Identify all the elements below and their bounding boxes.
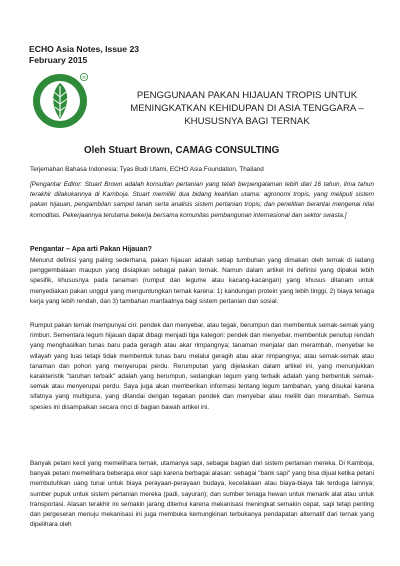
translation-credit: Terjemahan Bahasa Indonesia: Tyas Budi Utami, ECHO Asia Foundation, Thailand (30, 166, 264, 173)
article-title (112, 89, 382, 128)
title-line-3: KHUSUSNYA BAGI TERNAK (184, 116, 310, 127)
issue-number: ECHO Asia Notes, Issue 23 (29, 44, 140, 54)
body-paragraph: Banyak petani kecil yang memelihara ternak, utamanya sapi, sebagai bagian dari sistem pertanian mereka. Di Kamboja, banyak petani memelihara beberapa ekor sapi karena berbagai alasan: sebagai "bank sapi" yang bisa dijual ketika petani membutuhkan uang tunai untuk biaya perayaan-perayaan budaya, kecelakaan atau biaya-biaya tak terduga lainnya; sumber pupuk untuk sistem pertanian mereka (padi, sayuran); dan sumber tenaga hewan untuk menarik alat atau untuk transportasi. Alasan terakhir ini semakin jarang ditemui karena mekanisasi meningkat semakin cepat, sapi tetap penting dan pergeseran menuju mekanisasi ini juga membuka kemungkinan terbukanya pendapatan alternatif dari ternak yang dipelihara oleh (30, 460, 374, 529)
body-paragraph: Rumput pakan ternak mempunyai ciri: pendek dan menyebar, atau tegak, berumpun dan membentuk semak-semak yang rimbun. Sementara legum hijauan dapat dibagi menjadi tiga kategori: pendek dan menyebar, membentuk penutup rendah yang menghasilkan tunas baru pada geragih atau akar rimpangnya; tanaman menjalar dan merambah, menyebar ke wilayah yang luas tetapi tidak membentuk tunas baru melalui geragih atau akar rimpangnya; atau semak-semak atau tanaman dan pohon yang menyerupai perdu. Rerumputan yang dijelaskan dalam artikel ini, yang menunjukkan karakteristik "taruhan terbaik" adalah yang berumpun, sedangkan legum yang terbaik adalah yang berbentuk semak-semak atau menyerupai perdu. Saya juga akan memberikan informasi tentang legum tambahan, yang disukai karena sifatnya yang multiguna, yang ditandai dengan tegakan pendek dan menyebar atau melilit dan merambah. Semua spesies ini disampaikan secara rinci di bagian bawah artikel ini. (30, 322, 374, 411)
svg-text:R: R (82, 75, 86, 80)
echo-logo-icon (30, 70, 90, 130)
body-paragraph: Menurut definisi yang paling sederhana, pakan hijauan adalah setiap tumbuhan yang dimakan oleh ternak di ladang penggembalaan maupun yang disiapkan sebagai pakan ternak. Namun dalam artikel ini definisi yang dipakai lebih spesifik, khususnya pada tanaman (rumput dan legume atau kacang-kacangan) yang khusus ditanam untuk menyediakan pakan unggul yang menguntungkan ternak karena: 1) kandungan protein yang lebih tinggi, 2) biaya tenaga kerja yang lebih rendah, dan 3) tambahan manfaatnya bagi sistem pertanian dan sosial. (30, 257, 374, 305)
issue-header (29, 44, 139, 66)
editor-note: [Pengantar Editor: Stuart Brown adalah konsultan pertanian yang telah berpengalaman lebih dari 16 tahun, lima tahun terakhir dilakukannya di Kamboja. Stuart memiliki dua bidang keahlian utama: agronomi tropis, yang meliputi sistem pakan hijauan, pengambilan sampel tanah serta analisis sistem pertanian tropis; dan penelitian berantai mengenai nilai komoditas. Pekerjaannya terutama bekerja bersama komunitas pembangunan internasional dan sektor swasta.] (30, 181, 374, 219)
title-line-2: MENINGKATKAN KEHIDUPAN DI ASIA TENGGARA – (130, 103, 364, 114)
section-heading: Pengantar – Apa arti Pakan Hijauan? (30, 246, 152, 253)
article-author: Oleh Stuart Brown, CAMAG CONSULTING (84, 145, 280, 156)
title-line-1: PENGGUNAAN PAKAN HIJAUAN TROPIS UNTUK (136, 90, 358, 101)
issue-date: February 2015 (29, 55, 88, 65)
